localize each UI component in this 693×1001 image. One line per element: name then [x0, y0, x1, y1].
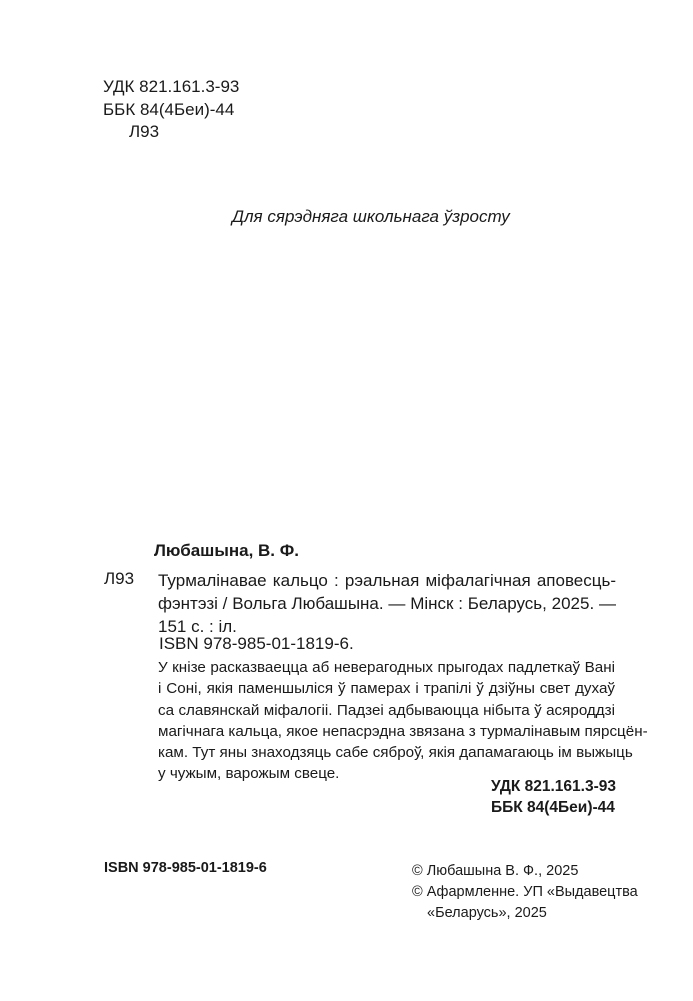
description-line: Турмалінавае кальцо : рэальная міфалагічная аповесць- — [158, 571, 616, 590]
card-author: Любашына, В. Ф. — [154, 541, 299, 560]
card-annotation — [158, 657, 648, 785]
copyright-line: © Афармленне. УП «Выдавецтва — [412, 884, 638, 900]
card-bbk: ББК 84(4Беи)-44 — [490, 799, 615, 816]
card-isbn: ISBN 978-985-01-1819-6. — [159, 634, 354, 653]
author-mark: Л93 — [129, 122, 160, 141]
annotation-line: У кнізе расказваецца аб неверагодных прыгодах падлеткаў Вані — [158, 659, 615, 676]
card-description — [158, 569, 616, 638]
card-codes — [491, 776, 616, 818]
annotation-line: магічнага кальца, якое непасрэдна звязана з турмалінавым пярсцён- — [158, 722, 648, 740]
classification-codes — [103, 76, 239, 144]
description-line: фэнтэзі / Вольга Любашына. — Мінск : Беларусь, 2025. — — [158, 594, 616, 613]
copyright-line: «Беларусь», 2025 — [427, 905, 547, 921]
footer-isbn: ISBN 978-985-01-1819-6 — [104, 860, 267, 876]
audience-note: Для сярэдняга школьнага ўзросту — [232, 207, 510, 226]
annotation-line: і Соні, якія паменшыліся ў памерах і трапілі ў дзіўны свет духаў — [158, 680, 615, 698]
annotation-line: кам. Тут яны знаходзяць сабе сяброў, якія дапамагаюць ім выжыць — [158, 744, 633, 762]
copyright-block — [412, 861, 638, 924]
copyright-line: © Любашына В. Ф., 2025 — [412, 863, 579, 879]
description-line: 151 с. : іл. — [158, 617, 237, 636]
udk-code: УДК 821.161.3-93 — [103, 77, 240, 96]
card-call-mark: Л93 — [104, 569, 135, 588]
bbk-code: ББК 84(4Беи)-44 — [103, 99, 235, 119]
card-udk: УДК 821.161.3-93 — [490, 778, 616, 795]
annotation-line: у чужым, варожым свеце. — [158, 765, 340, 783]
annotation-line: са славянскай міфалогіі. Падзеі адбываюцца нібыта ў асяроддзі — [158, 701, 615, 719]
